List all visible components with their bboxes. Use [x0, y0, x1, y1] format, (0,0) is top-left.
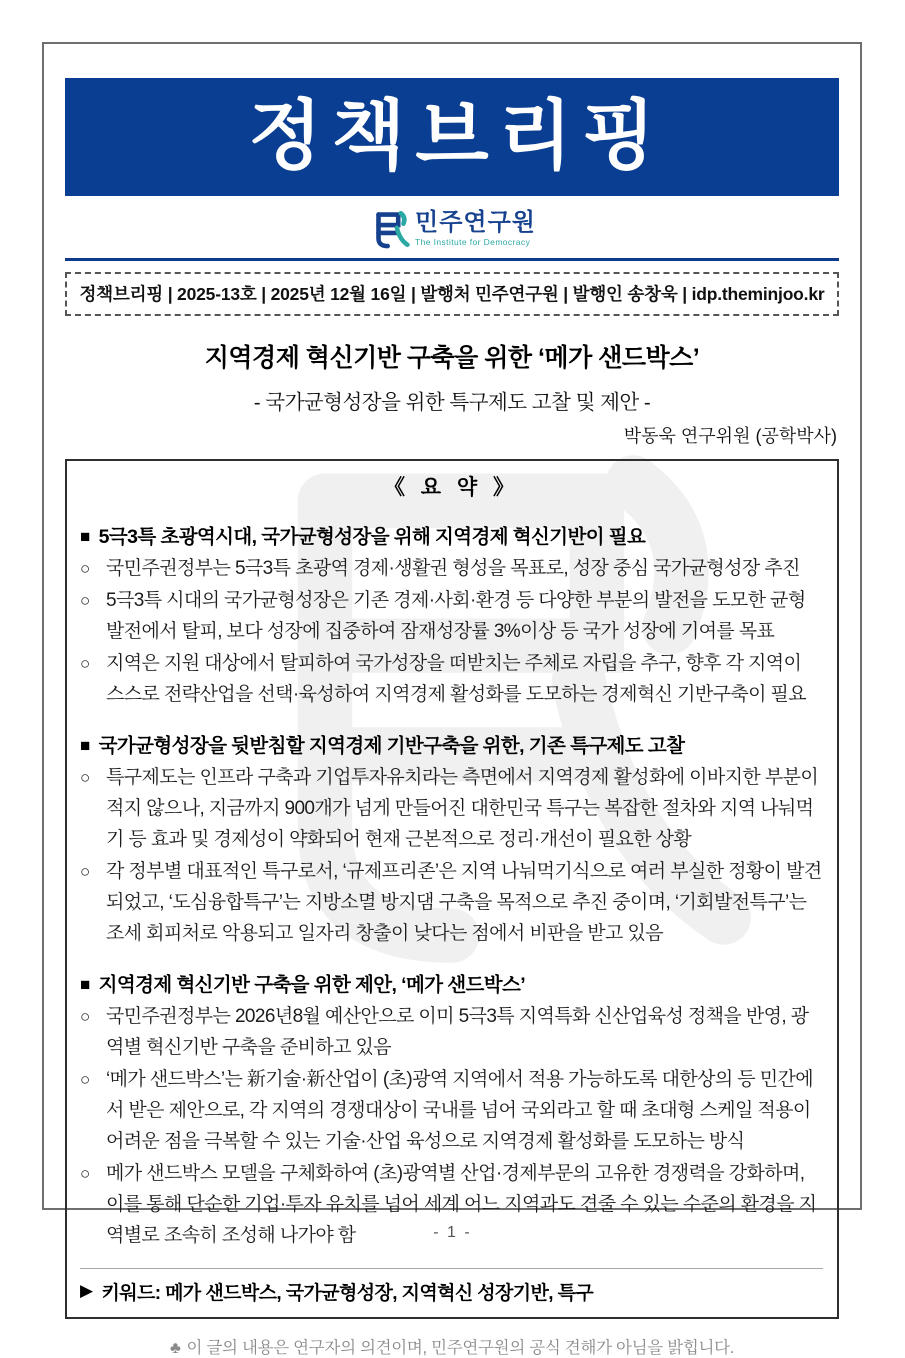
list-item	[80, 1064, 823, 1157]
summary-section	[80, 522, 823, 710]
keywords-text: 키워드: 메가 샌드박스, 국가균형성장, 지역혁신 성장기반, 특구	[101, 1283, 594, 1304]
article-title: 지역경제 혁신기반 구축을 위한 ‘메가 샌드박스’	[204, 344, 700, 372]
section-heading-text: 국가균형성장을 뒷받침할 지역경제 기반구축을 위한, 기존 특구제도 고찰	[98, 735, 685, 757]
institute-logo-icon	[368, 208, 410, 250]
list-item	[80, 1158, 823, 1251]
summary-box-title: 《 요 약 》	[383, 476, 520, 499]
list-item-text: 특구제도는 인프라 구축과 기업투자유치라는 측면에서 지역경제 활성화에 이바지한 부분이 적지 않으나, 지금까지 900개가 넘게 만들어진 대한민국 특구는 복잡한 절차와 지역 나눠먹기 등 효과 및 경제성이 약화되어 현재 근본적으로 정리·개선이 필요한 상황	[106, 767, 819, 850]
institute-subtitle: The Institute for Democracy	[415, 237, 531, 248]
article-author: 박동욱 연구위원 (공학박사)	[623, 426, 837, 446]
list-item-text: 국민주권정부는 2026년8월 예산안으로 이미 5극3특 지역특화 신산업육성 정책을 반영, 광역별 혁신기반 구축을 준비하고 있음	[106, 1006, 809, 1058]
institute-logo	[65, 205, 839, 253]
navy-divider	[65, 258, 839, 261]
disclaimer-text: 이 글의 내용은 연구자의 의견이며, 민주연구원의 공식 견해가 아님을 밝힙니다.	[186, 1339, 735, 1357]
list-item	[80, 648, 823, 710]
circle-bullet-icon: ○	[80, 1164, 90, 1183]
list-item	[80, 856, 823, 949]
list-item	[80, 1001, 823, 1063]
circle-bullet-icon: ○	[80, 559, 90, 578]
keywords-row	[80, 1268, 823, 1305]
section-heading	[80, 522, 823, 552]
club-icon: ♣	[169, 1339, 181, 1357]
section-heading	[80, 731, 823, 761]
disclaimer	[65, 1334, 839, 1358]
section-heading-text: 5극3특 초광역시대, 국가균형성장을 위해 지역경제 혁신기반이 필요	[98, 526, 646, 548]
list-item-text: ‘메가 샌드박스’는 新기술·新산업이 (초)광역 지역에서 적용 가능하도록 대한상의 등 민간에서 받은 제안으로, 각 지역의 경쟁대상이 국내를 넘어 국외라고 할 때 초대형 스케일 적용이 어려운 점을 극복할 수 있는 기술·산업 육성으로 지역경제 활성화를 도모하는 방식	[106, 1069, 813, 1152]
list-item	[80, 762, 823, 855]
institute-name: 민주연구원	[415, 209, 536, 237]
circle-bullet-icon: ○	[80, 654, 90, 673]
list-item-text: 각 정부별 대표적인 특구로서, ‘규제프리존’은 지역 나눠먹기식으로 여러 부실한 정황이 발견되었고, ‘도심융합특구’는 지방소멸 방지댐 구축을 목적으로 추진 중이며, ‘기회발전특구’는 조세 회피처로 악용되고 일자리 창출이 낮다는 점에서 비판을 받고 있음	[106, 861, 822, 944]
circle-bullet-icon: ○	[80, 1070, 90, 1089]
list-item-text: 국민주권정부는 5극3특 초광역 경제·생활권 형성을 목표로, 성장 중심 국가균형성장 추진	[106, 558, 800, 579]
circle-bullet-icon: ○	[80, 1007, 90, 1026]
summary-section	[80, 731, 823, 949]
summary-box	[65, 459, 839, 1319]
circle-bullet-icon: ○	[80, 768, 90, 787]
list-item	[80, 553, 823, 584]
list-item-text: 메가 샌드박스 모델을 구체화하여 (초)광역별 산업·경제부문의 고유한 경쟁력을 강화하며, 이를 통해 단순한 기업·투자 유치를 넘어 세계 어느 지역과도 견줄 수 있는 수준의 환경을 지역별로 조속히 조성해 나가야 함	[106, 1163, 817, 1246]
list-item	[80, 585, 823, 647]
summary-section	[80, 970, 823, 1251]
circle-bullet-icon: ○	[80, 862, 90, 881]
square-bullet-icon: ■	[80, 736, 90, 755]
square-bullet-icon: ■	[80, 527, 90, 546]
banner-title: 정책브리핑	[248, 94, 666, 179]
list-item-text: 5극3특 시대의 국가균형성장은 기존 경제·사회·환경 등 다양한 부분의 발전을 도모한 균형 발전에서 탈피, 보다 성장에 집중하여 잠재성장률 3%이상 등 국가 성장에 기여를 목표	[106, 590, 806, 642]
publication-meta-text: 정책브리핑 | 2025-13호 | 2025년 12월 16일 | 발행처 민주연구원 | 발행인 송창욱 | idp.theminjoo.kr	[79, 284, 825, 304]
triangle-bullet-icon: ▶	[80, 1281, 93, 1300]
section-heading	[80, 970, 823, 1000]
list-item-text: 지역은 지원 대상에서 탈피하여 국가성장을 떠받치는 주체로 자립을 추구, 향후 각 지역이 스스로 전략산업을 선택·육성하여 지역경제 활성화를 도모하는 경제혁신 기반구축이 필요	[106, 653, 807, 705]
square-bullet-icon: ■	[80, 975, 90, 994]
circle-bullet-icon: ○	[80, 591, 90, 610]
page-frame	[42, 42, 862, 1357]
section-heading-text: 지역경제 혁신기반 구축을 위한 제안, ‘메가 샌드박스’	[98, 974, 526, 996]
banner	[65, 78, 839, 196]
publication-meta	[65, 272, 839, 316]
article-subtitle: - 국가균형성장을 위한 특구제도 고찰 및 제안 -	[253, 391, 651, 414]
page-number: - 1 -	[433, 1224, 472, 1241]
